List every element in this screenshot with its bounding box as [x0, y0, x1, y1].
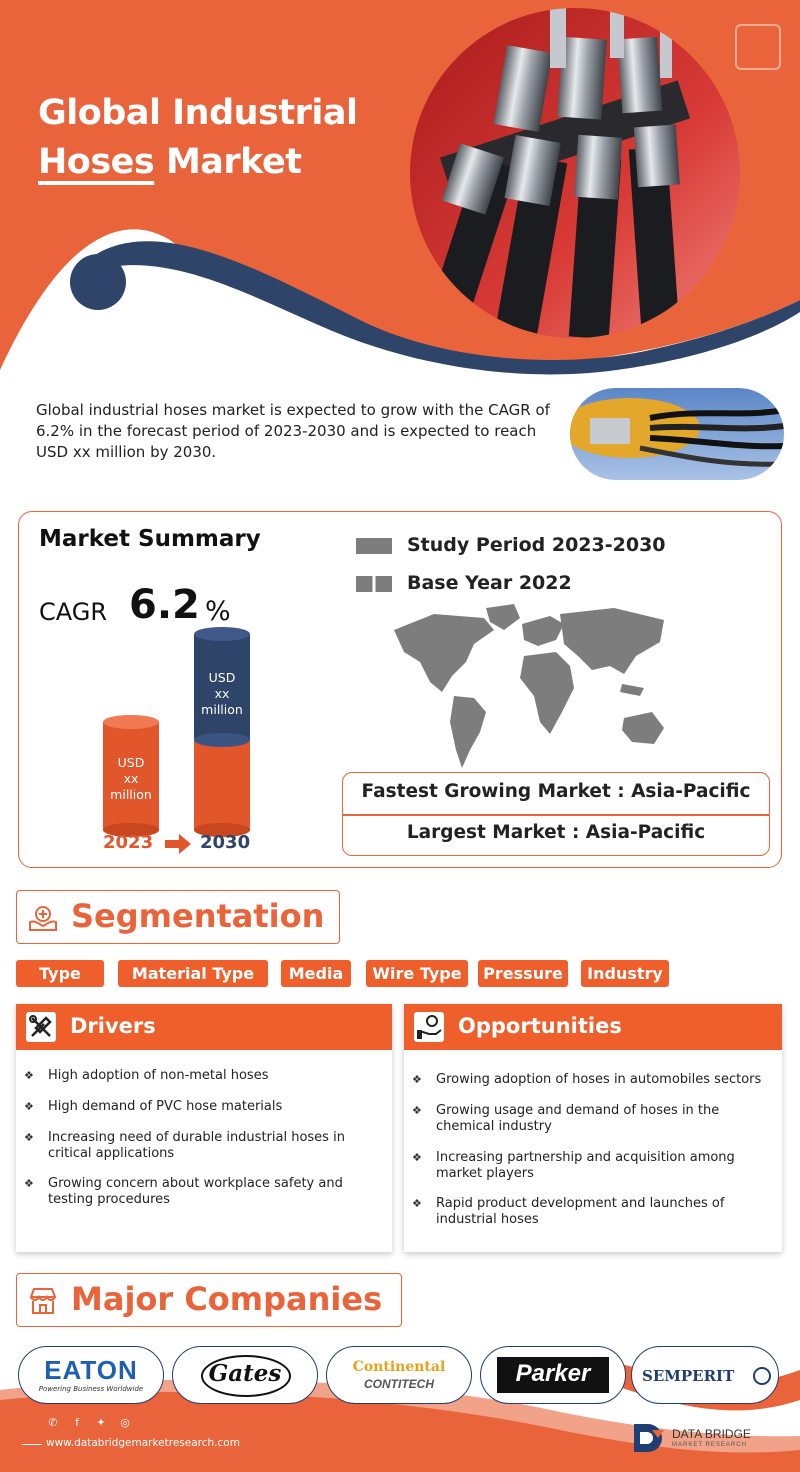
- opportunities-title: Opportunities: [458, 1014, 622, 1038]
- base-year-text: Base Year 2022: [407, 572, 572, 594]
- company-logo-gates: Gates: [172, 1346, 318, 1404]
- segment-pressure: Pressure: [478, 960, 568, 987]
- page-title-line1: Global Industrial: [38, 93, 358, 133]
- market-summary-card: [18, 511, 782, 868]
- company-logo-eaton: EATON Powering Business Worldwide: [18, 1346, 164, 1404]
- growth-cylinders: [89, 627, 269, 837]
- year-end: 2030: [200, 832, 251, 853]
- company-logo-continental: Continental CONTITECH: [326, 1346, 472, 1404]
- cylinder-2030-label: USD xx million: [201, 670, 243, 717]
- study-period-text: Study Period 2023-2030: [407, 534, 666, 556]
- footer-brand-name: DATA BRIDGE: [672, 1427, 751, 1441]
- base-year-swatch: [356, 576, 392, 592]
- segment-media: Media: [281, 960, 351, 987]
- whatsapp-icon[interactable]: ✆: [48, 1416, 58, 1429]
- segment-material-type: Material Type: [118, 960, 268, 987]
- footer-divider: [22, 1444, 42, 1445]
- opportunity-item: ❖ Growing usage and demand of hoses in the chemical industry: [412, 1103, 720, 1134]
- major-companies-title: Major Companies: [71, 1280, 383, 1318]
- opportunity-item: ❖ Increasing partnership and acquisition among market players: [412, 1150, 735, 1181]
- decorative-square: [735, 24, 781, 70]
- driver-item: ❖ Increasing need of durable industrial hoses in critical applications: [24, 1130, 345, 1161]
- bullet-icon: ❖: [24, 1131, 34, 1144]
- twitter-icon[interactable]: ✦: [96, 1416, 106, 1429]
- cagr-label: CAGR: [39, 598, 108, 626]
- title-market-word: Market: [165, 142, 302, 182]
- driver-item: ❖ High demand of PVC hose materials: [24, 1099, 283, 1114]
- opportunities-panel: [404, 1004, 782, 1252]
- cylinder-2023-label: USD xx million: [110, 755, 152, 802]
- data-bridge-logo-icon: [630, 1420, 670, 1456]
- major-companies-header: [16, 1273, 402, 1327]
- world-map-icon: [374, 600, 674, 772]
- hand-coin-icon: [414, 1012, 444, 1042]
- market-highlights-box: [342, 772, 770, 856]
- largest-market: Largest Market : Asia-Pacific: [406, 822, 706, 843]
- arrow-right-icon: [165, 834, 191, 854]
- fastest-growing-market: Fastest Growing Market : Asia-Pacific: [361, 781, 751, 802]
- bullet-icon: ❖: [24, 1100, 34, 1113]
- driver-item: ❖ Growing concern about workplace safety and testing procedures: [24, 1176, 343, 1207]
- company-logo-semperit: SEMPERIT: [631, 1346, 779, 1404]
- bullet-icon: ❖: [412, 1104, 422, 1117]
- page-title-line2: [38, 142, 302, 182]
- cylinder-2030-bottom: [194, 740, 250, 830]
- market-summary-title: Market Summary: [39, 526, 261, 552]
- tools-icon: [26, 1012, 56, 1042]
- hero-hoses-photo: [410, 8, 740, 338]
- cagr-value: 6.2: [129, 582, 200, 628]
- driver-item: ❖ High adoption of non-metal hoses: [24, 1068, 269, 1083]
- bullet-icon: ❖: [24, 1069, 34, 1082]
- intro-hose-photo: [570, 388, 784, 480]
- year-start: 2023: [103, 832, 154, 853]
- bullet-icon: ❖: [412, 1197, 422, 1210]
- drivers-title: Drivers: [70, 1014, 156, 1038]
- segmentation-icon: [27, 902, 59, 934]
- footer-website-link[interactable]: www.databridgemarketresearch.com: [46, 1437, 240, 1449]
- study-period-swatch: [356, 538, 392, 554]
- bullet-icon: ❖: [412, 1073, 422, 1086]
- company-logo-parker: Parker: [480, 1346, 626, 1404]
- bullet-icon: ❖: [412, 1151, 422, 1164]
- drivers-header: [16, 1004, 392, 1050]
- segment-industry: Industry: [581, 960, 669, 987]
- segment-wire-type: Wire Type: [366, 960, 468, 987]
- segmentation-header: [16, 890, 340, 944]
- intro-paragraph: Global industrial hoses market is expected to grow with the CAGR of 6.2% in the forecast period of 2023-2030 and is expected to reach USD xx million by 2030.: [36, 401, 550, 461]
- title-hoses-word: Hoses: [38, 142, 155, 182]
- opportunity-item: ❖ Rapid product development and launches of industrial hoses: [412, 1196, 725, 1227]
- opportunities-header: [404, 1004, 782, 1050]
- cagr-unit: %: [205, 596, 231, 627]
- segment-type: Type: [16, 960, 104, 987]
- semperit-mark-icon: [753, 1367, 771, 1385]
- footer-brand-subtitle: MARKET RESEARCH: [672, 1442, 747, 1448]
- market-divider: [343, 814, 769, 816]
- opportunity-item: ❖ Growing adoption of hoses in automobiles sectors: [412, 1072, 762, 1087]
- storefront-icon: [27, 1285, 59, 1317]
- bullet-icon: ❖: [24, 1177, 34, 1190]
- drivers-panel: [16, 1004, 392, 1252]
- instagram-icon[interactable]: ◎: [120, 1416, 130, 1429]
- facebook-icon[interactable]: f: [75, 1416, 79, 1429]
- segmentation-title: Segmentation: [71, 897, 325, 935]
